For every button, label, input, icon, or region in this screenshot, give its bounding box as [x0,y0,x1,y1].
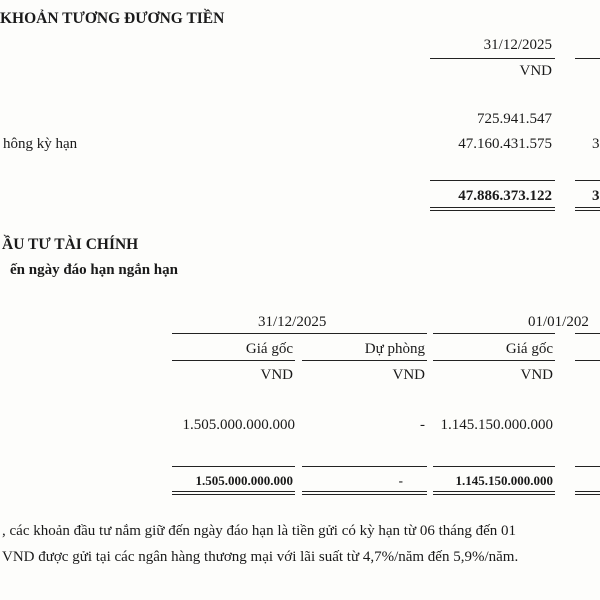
section1-row2-value-next-col: 3 [592,136,600,152]
section2-unit3: VND [520,367,553,383]
section2-date1-rule [172,333,427,334]
section2-col-cost1: Giá gốc [245,341,293,357]
section1-column-date: 31/12/2025 [483,37,552,53]
section2-total-double-rule2 [302,491,427,495]
section1-total-value: 47.886.373.122 [458,188,552,204]
section2-col-cost2: Giá gốc [505,341,553,357]
section2-col-rule2 [302,360,427,361]
section2-row-cost2: 1.145.150.000.000 [440,417,553,433]
section1-total-rule-right [575,180,600,181]
section2-heading: ẦU TƯ TÀI CHÍNH [2,236,139,253]
section2-total-cost1: 1.505.000.000.000 [195,473,293,488]
section2-total-rule2 [302,466,427,467]
section2-unit1: VND [260,367,293,383]
section2-total-rule3 [433,466,555,467]
section2-col-rule1 [172,360,295,361]
section2-date2-rule [433,333,555,334]
section1-column-unit: VND [519,63,552,79]
section1-row1-value: 725.941.547 [477,111,552,127]
section2-row-cost1: 1.505.000.000.000 [182,417,295,433]
section2-date1: 31/12/2025 [258,314,327,330]
section1-heading: KHOẢN TƯƠNG ĐƯƠNG TIỀN [0,10,225,27]
section2-col-rule4 [575,360,600,361]
section2-total-double-rule1 [172,491,295,495]
section2-total-rule4 [575,466,600,467]
section1-header-rule-right [575,58,600,59]
section2-date2: 01/01/202 [528,314,589,330]
section2-col-rule3 [433,360,555,361]
section1-total-double-rule-right [575,207,600,211]
section2-total-provision: - [398,473,403,488]
section1-total-double-rule [430,207,555,211]
section2-total-double-rule4 [575,491,600,495]
section2-date2-rule-right [575,333,600,334]
note-line-2: VND được gửi tại các ngân hàng thương mại với lãi suất từ 4,7%/năm đến 5,9%/năm. [2,549,519,565]
section1-row2-label: hông kỳ hạn [3,136,78,152]
section1-header-rule [430,58,555,59]
section2-unit2: VND [392,367,425,383]
section2-subheading: ến ngày đáo hạn ngắn hạn [10,262,178,278]
section2-row-provision: - [420,417,425,433]
section2-total-cost2: 1.145.150.000.000 [455,473,553,488]
section2-total-double-rule3 [433,491,555,495]
section1-total-next-col: 3 [592,188,600,204]
section1-total-rule [430,180,555,181]
note-line-1: , các khoản đầu tư nắm giữ đến ngày đáo hạn là tiền gửi có kỳ hạn từ 06 tháng đến 01 [2,523,517,539]
section2-total-rule1 [172,466,295,467]
section1-row2-value: 47.160.431.575 [458,136,552,152]
section2-col-provision: Dự phòng [364,341,425,357]
